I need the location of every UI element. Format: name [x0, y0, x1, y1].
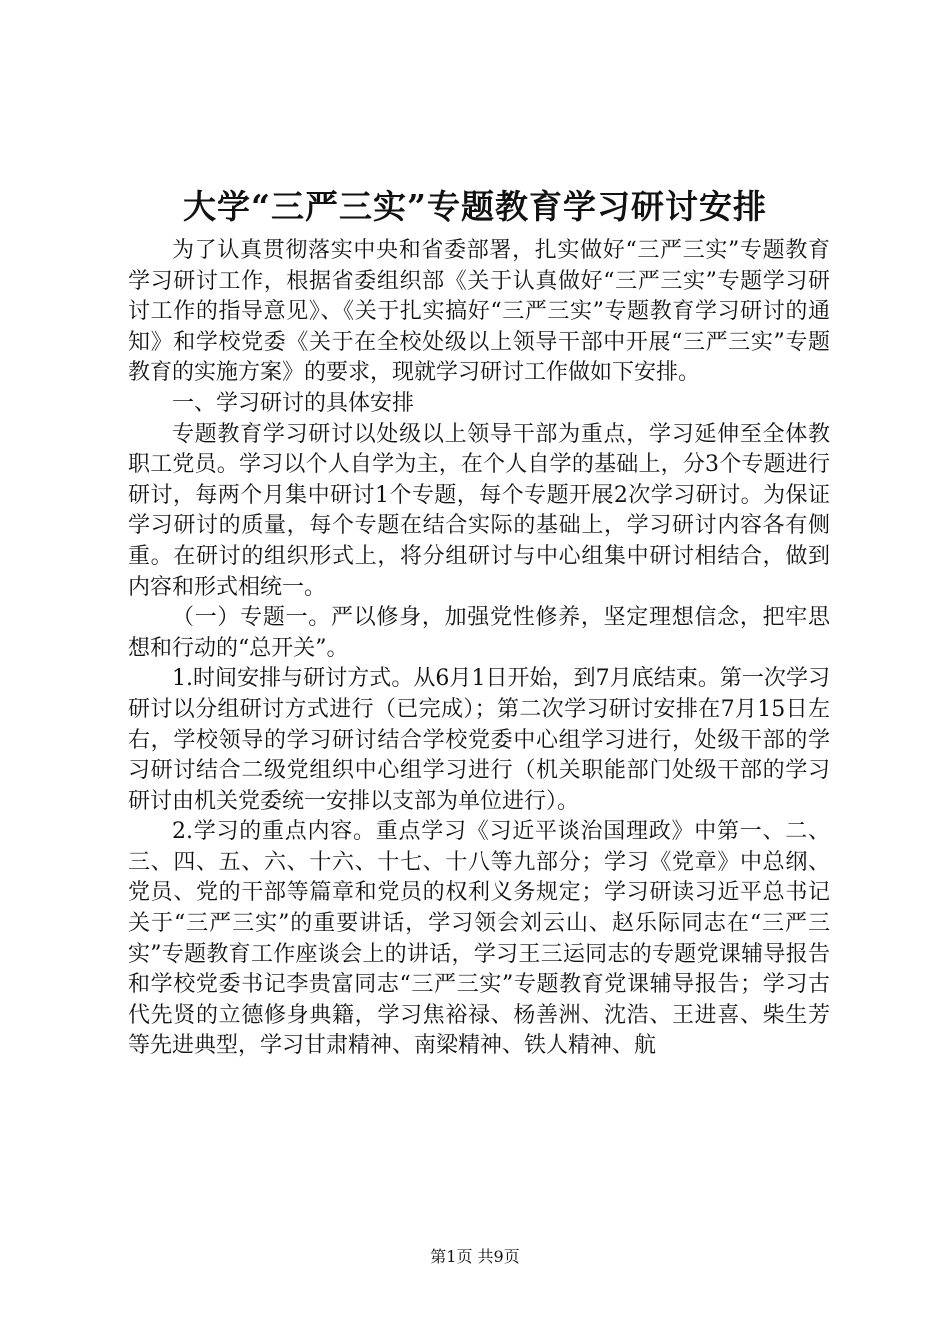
- document-body: [128, 236, 830, 1062]
- page-number: 第1页 共9页: [430, 1247, 520, 1266]
- paragraph-arrangement: 专题教育学习研讨以处级以上领导干部为重点，学习延伸至全体教职工党员。学习以个人自学为主，在个人自学的基础上，分3个专题进行研讨，每两个月集中研讨1个专题，每个专题开展2次学习研讨。为保证学习研讨的质量，每个专题在结合实际的基础上，学习研讨内容各有侧重。在研讨的组织形式上，将分组研讨与中心组集中研讨相结合，做到内容和形式相统一。: [128, 421, 830, 600]
- document-title: 大学“三严三实”专题教育学习研讨安排: [183, 187, 767, 226]
- paragraph-schedule: 1.时间安排与研讨方式。从6月1日开始，到7月底结束。第一次学习研讨以分组研讨方式进行（已完成）；第二次学习研讨安排在7月15日左右，学校领导的学习研讨结合学校党委中心组学习进行，处级干部的学习研讨结合二级党组织中心组学习进行（机关职能部门处级干部的学习研讨由机关党委统一安排以支部为单位进行）。: [128, 666, 830, 814]
- subsection-heading-topic-1: （一）专题一。严以修身，加强党性修养，坚定理想信念，把牢思想和行动的“总开关”。: [128, 605, 830, 661]
- section-heading-1: 一、学习研讨的具体安排: [172, 390, 415, 416]
- paragraph-key-content: 2.学习的重点内容。重点学习《习近平谈治国理政》中第一、二、三、四、五、六、十六、十七、十八等九部分；学习《党章》中总纲、党员、党的干部等篇章和党员的权利义务规定；学习研读习近平总书记关于“三严三实”的重要讲话，学习领会刘云山、赵乐际同志在“三严三实”专题教育工作座谈会上的讲话，学习王三运同志的专题党课辅导报告和学校党委书记李贵富同志“三严三实”专题教育党课辅导报告；学习古代先贤的立德修身典籍，学习焦裕禄、杨善洲、沈浩、王进喜、柴生芳等先进典型，学习甘肃精神、南梁精神、铁人精神、航: [128, 819, 830, 1059]
- paragraph-intro: 为了认真贯彻落实中央和省委部署，扎实做好“三严三实”专题教育学习研讨工作，根据省委组织部《关于认真做好“三严三实”专题学习研讨工作的指导意见》、《关于扎实搞好“三严三实”专题教育学习研讨的通知》和学校党委《关于在全校处级以上领导干部中开展“三严三实”专题教育的实施方案》的要求，现就学习研讨工作做如下安排。: [128, 238, 830, 386]
